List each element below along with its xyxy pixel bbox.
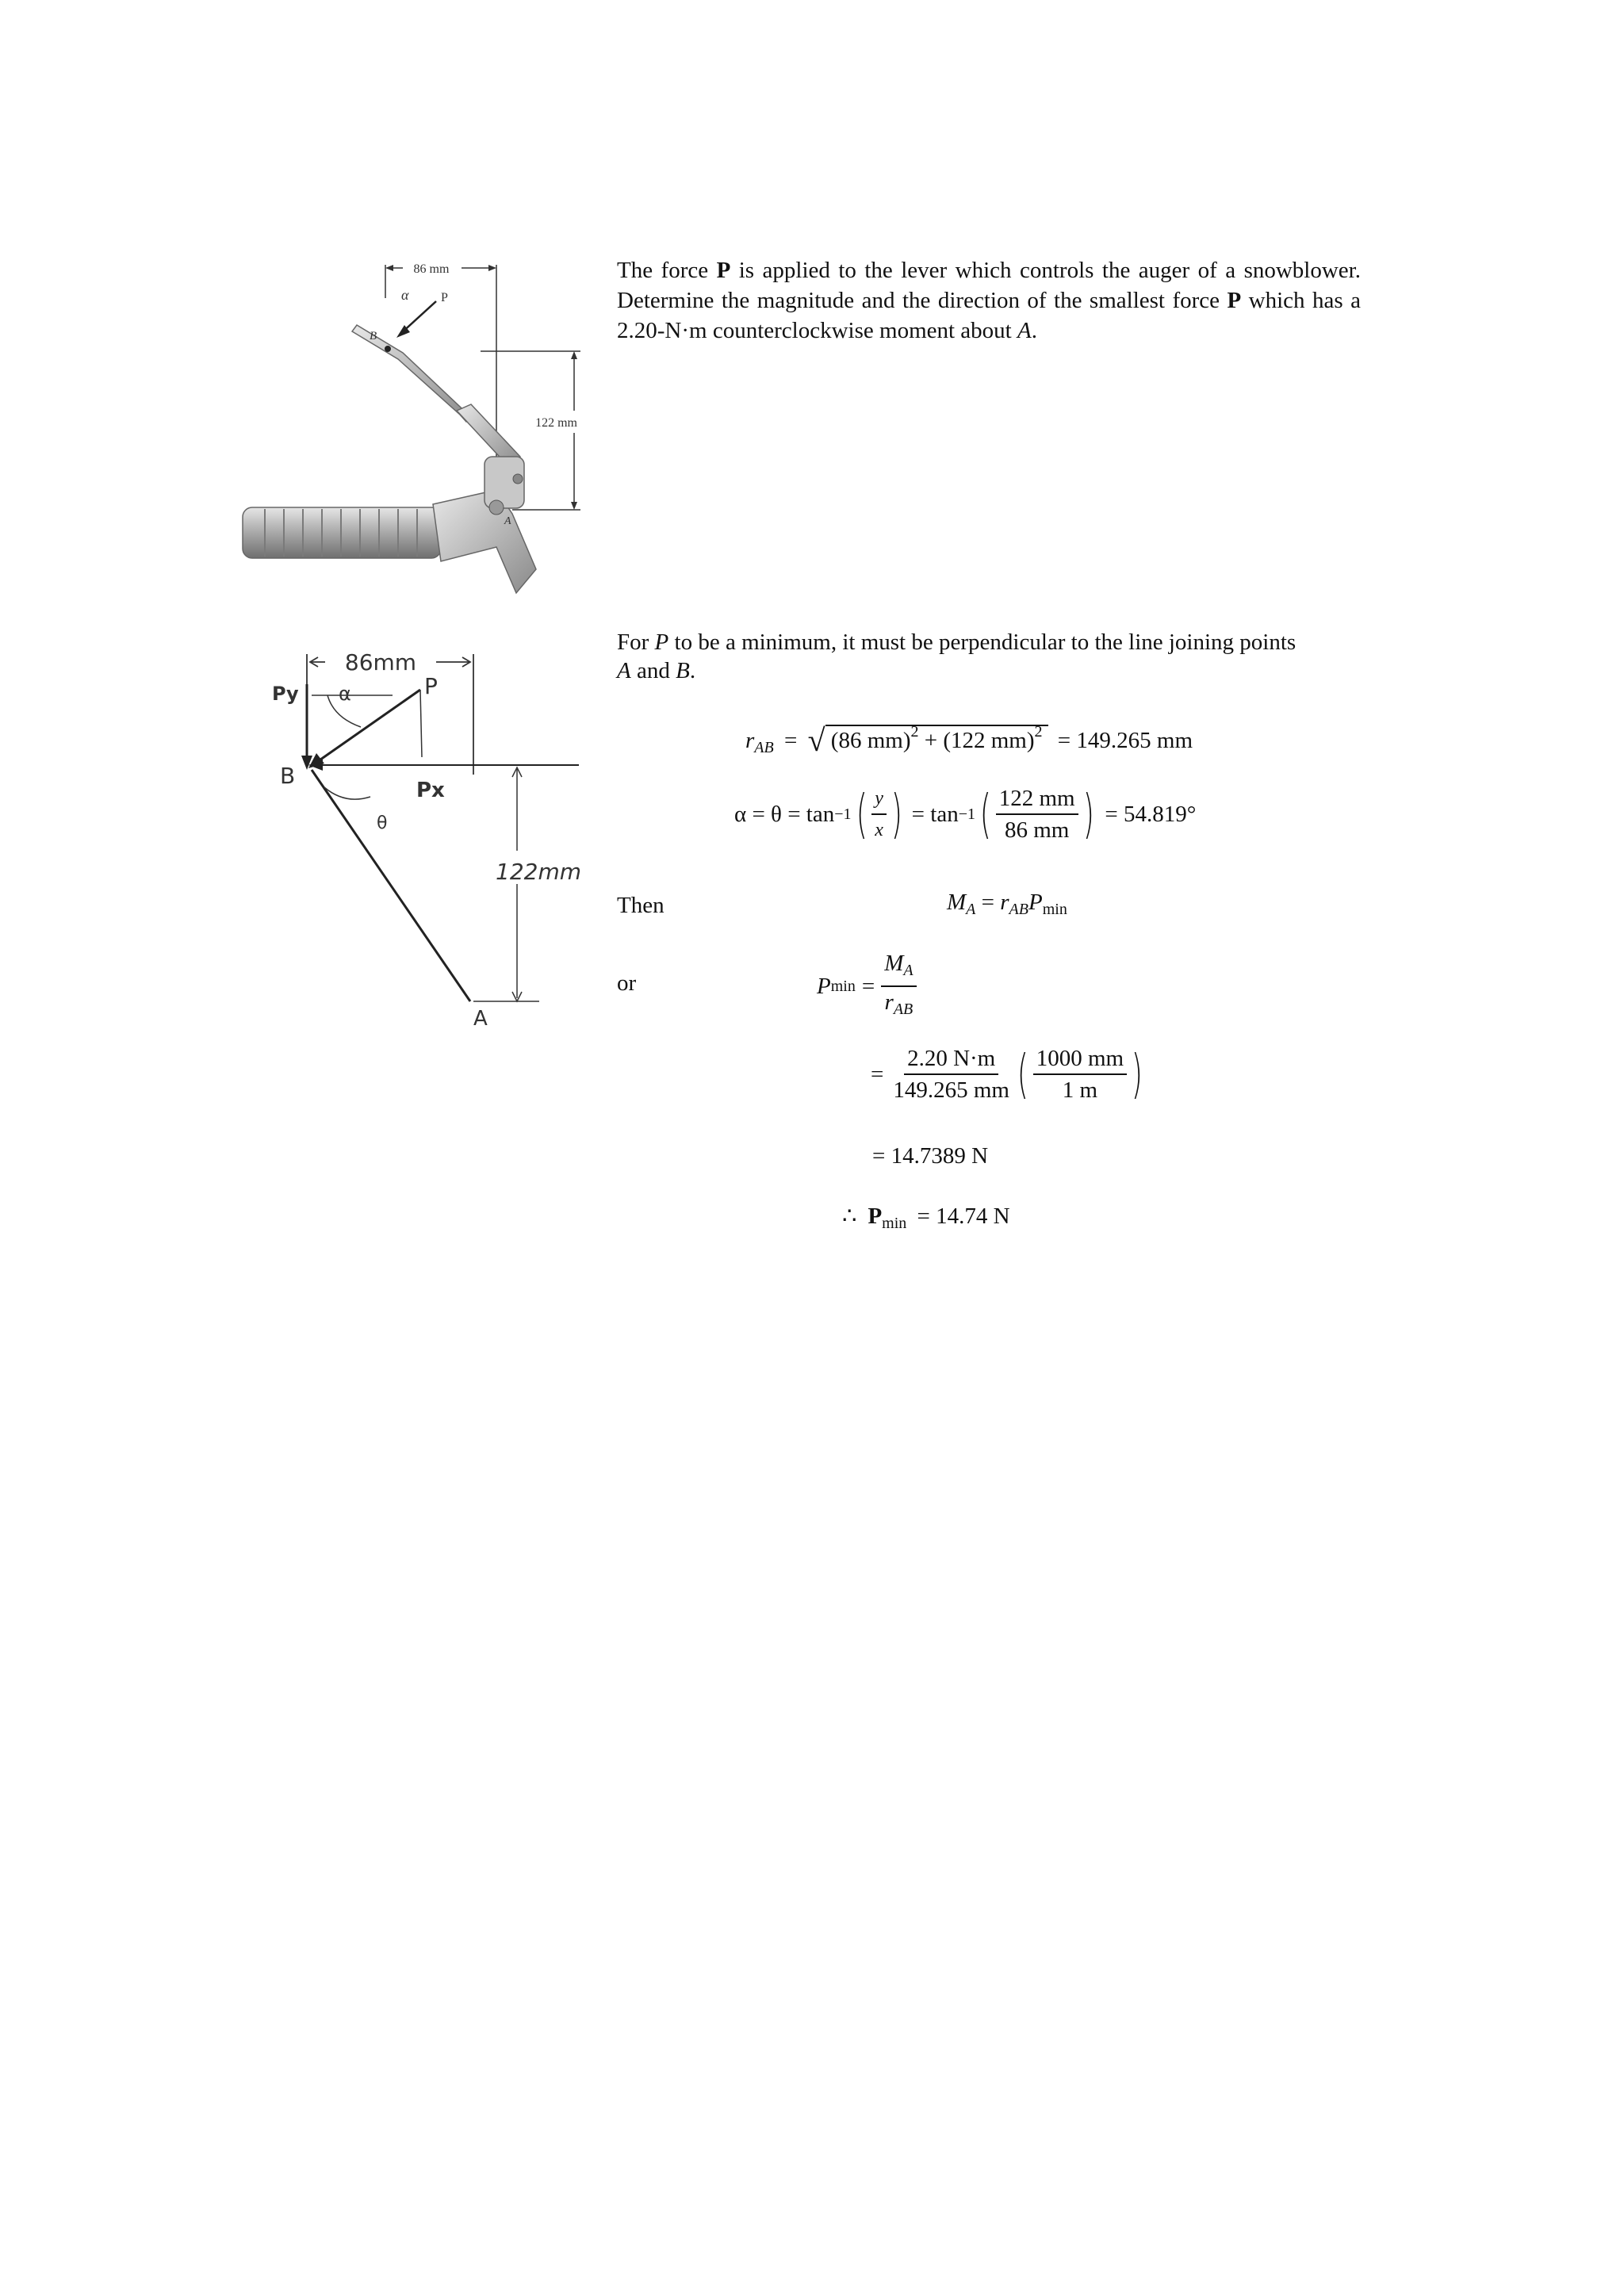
angle-mid: = tan [911,801,959,827]
problem-text-5: . [1031,318,1037,343]
paren-close-1: ) [891,783,902,844]
intro-B: B [676,658,690,683]
pmin-sub: min [830,977,856,995]
rab-eq: = [783,728,798,753]
lever-figure-svg [235,252,607,601]
angle-num2: 122 mm [996,785,1078,815]
frac-MA-over-rAB [881,950,916,1023]
calc-den: 149.265 mm [893,1077,1009,1103]
paren-close-3: ) [1131,1043,1143,1104]
intro-text-2: to be a minimum, it must be perpendicular to the line joining points [668,629,1297,655]
sketch-label-P: P [424,673,438,699]
angle-equation [734,785,1196,844]
angle-result: = 54.819° [1105,801,1197,827]
angle-num1: y [871,785,887,815]
moment-P: P [1028,890,1043,915]
problem-text-2: is applied to the lever which controls the auger of a snowblower. Determine the magnitude and the direction of the smallest force [617,258,1361,313]
frac-122-over-86 [996,785,1078,844]
intro-P: P [654,629,669,655]
or-label: or [617,970,637,996]
hand-sketch [266,638,599,1035]
moment-r-sub: AB [1009,901,1028,918]
frac-r: r [884,989,894,1015]
angle-den1: x [875,820,883,840]
sketch-dim-86: 86mm [344,649,417,675]
sketch-label-A: A [473,1007,488,1031]
lever-figure [235,252,607,601]
moment-equation [947,890,1067,919]
top-label-alpha: α [401,287,409,303]
sketch-label-alpha: α [339,683,351,705]
rab-result: = 149.265 mm [1057,728,1193,753]
final-value: = 14.74 N [917,1203,1010,1229]
frac-r-sub: AB [893,1001,914,1018]
problem-point-A: A [1017,318,1032,343]
problem-force-P: P [716,258,731,283]
sketch-dim-122: 122mm [496,859,581,885]
rab-r: r [745,728,755,753]
intro-A: A [617,658,631,683]
conv-den: 1 m [1062,1077,1098,1103]
hand-sketch-svg [266,638,599,1035]
moment-P-sub: min [1042,901,1067,918]
conv-num: 1000 mm [1033,1045,1127,1075]
rab-sub: AB [754,739,774,756]
top-label-P: P [441,291,448,304]
moment-M: M [947,890,967,915]
moment-eq: = [975,890,1001,915]
rab-equation [745,721,1193,759]
angle-lhs: α = θ = tan [734,801,835,827]
problem-text-1: The force [617,258,717,283]
pmin-P: P [817,973,831,999]
intermediate-result: = 14.7389 N [872,1143,989,1169]
problem-force-P-2: P [1227,288,1242,313]
angle-inv2: −1 [958,805,975,823]
therefore-symbol: ∴ [842,1203,857,1229]
sketch-label-Px: Px [416,779,445,802]
moment-r: r [1000,890,1009,915]
sketch-label-B: B [280,763,296,789]
problem-unit: N·m [665,318,707,343]
sketch-label-Py: Py [272,683,299,705]
problem-statement [617,255,1361,346]
pmin-equation [817,950,917,1023]
rab-term2: (122 mm) [943,728,1035,753]
intro-and: and [630,658,676,683]
final-P-sub: min [882,1215,907,1232]
frac-rAB [882,987,917,1023]
rab-term1: (86 mm) [830,728,911,753]
top-label-B: B [370,330,377,342]
frac-conversion [1033,1045,1127,1104]
top-dim-122: 122 mm [535,416,577,430]
paren-close-2: ) [1082,783,1094,844]
rab-plus: + [924,728,938,753]
moment-M-sub: A [966,901,976,918]
then-label: Then [617,893,665,918]
calc-equation [871,1045,1147,1104]
angle-inv: −1 [834,805,852,823]
paren-open-2: ( [979,783,991,844]
top-dim-86: 86 mm [413,262,450,276]
final-result [842,1202,1010,1233]
angle-den2: 86 mm [1005,817,1070,843]
frac-MA [881,950,916,987]
frac-y-over-x [871,785,887,844]
paren-open-1: ( [856,783,868,844]
frac-M-sub: A [903,962,914,979]
calc-num: 2.20 N·m [904,1045,998,1075]
problem-text-3: which has a 2.20- [617,288,1361,343]
paren-open-3: ( [1017,1043,1028,1104]
solution-intro [617,628,1362,685]
rab-exp1: 2 [910,723,919,740]
frac-M: M [884,951,904,976]
rab-exp2: 2 [1034,723,1043,740]
top-label-A: A [504,515,511,527]
sketch-label-theta: θ [377,813,388,833]
calc-eq: = [871,1061,884,1087]
final-P: P [868,1203,883,1229]
problem-text-4: counterclockwise moment about [707,318,1017,343]
sqrt-symbol: √ [807,722,825,758]
intro-text-1: For [617,629,655,655]
sqrt-body [825,725,1048,753]
intro-end: . [689,658,696,683]
frac-calc [890,1045,1013,1104]
pmin-eq: = [861,973,875,999]
